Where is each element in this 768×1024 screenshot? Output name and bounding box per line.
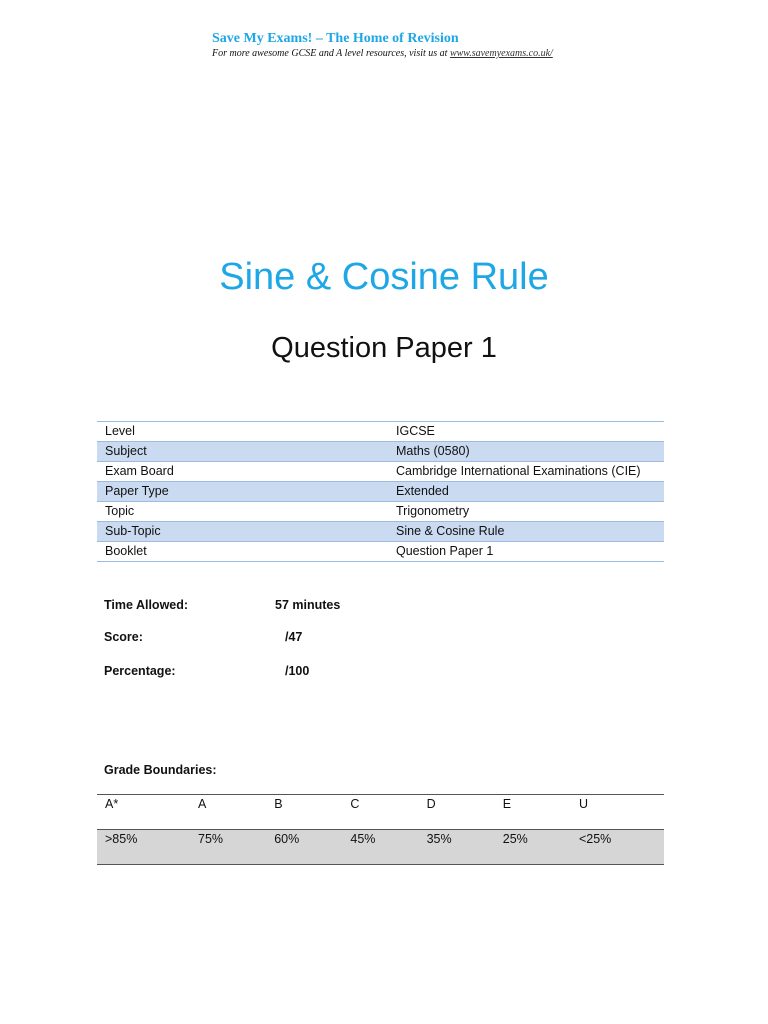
info-value: Maths (0580) [389, 442, 664, 462]
info-label: Subject [97, 442, 389, 462]
info-row [97, 462, 664, 482]
brand-tagline [212, 48, 632, 60]
page-title: Sine & Cosine Rule [219, 256, 549, 298]
score-value: /47 [285, 630, 303, 644]
info-label: Topic [97, 502, 389, 522]
info-label: Paper Type [97, 482, 389, 502]
grade-threshold: >85% [97, 830, 190, 865]
info-value: Trigonometry [389, 502, 664, 522]
grade-header-row [97, 795, 664, 830]
grade-label: U [571, 795, 664, 830]
info-label: Exam Board [97, 462, 389, 482]
info-table [97, 421, 664, 562]
grade-label: E [495, 795, 571, 830]
info-row [97, 442, 664, 462]
header-brand [212, 30, 632, 60]
time-allowed-label: Time Allowed: [104, 598, 189, 612]
info-row [97, 482, 664, 502]
tagline-text: For more awesome GCSE and A level resources, visit us at [212, 48, 448, 59]
info-value: Cambridge International Examinations (CIE) [389, 462, 664, 482]
info-value: IGCSE [389, 422, 664, 442]
info-row [97, 522, 664, 542]
percentage-value: /100 [285, 664, 310, 678]
grade-label: A [190, 795, 266, 830]
info-row [97, 422, 664, 442]
info-value: Extended [389, 482, 664, 502]
grade-threshold: 35% [419, 830, 495, 865]
grade-label: C [342, 795, 418, 830]
grade-threshold: 60% [266, 830, 342, 865]
brand-title: Save My Exams! – The Home of Revision [212, 31, 459, 46]
info-value: Sine & Cosine Rule [389, 522, 664, 542]
time-allowed-value: 57 minutes [275, 598, 341, 612]
info-row [97, 542, 664, 562]
info-value: Question Paper 1 [389, 542, 664, 562]
grade-label: A* [97, 795, 190, 830]
grade-threshold: 25% [495, 830, 571, 865]
grade-boundaries-table [97, 794, 664, 865]
grade-threshold: 45% [342, 830, 418, 865]
grade-label: B [266, 795, 342, 830]
grade-label: D [419, 795, 495, 830]
score-label: Score: [104, 630, 143, 644]
percentage-label: Percentage: [104, 664, 176, 678]
grade-threshold: 75% [190, 830, 266, 865]
grade-threshold: <25% [571, 830, 664, 865]
info-label: Level [97, 422, 389, 442]
page-subtitle: Question Paper 1 [271, 332, 497, 364]
info-label: Sub-Topic [97, 522, 389, 542]
website-link[interactable]: www.savemyexams.co.uk/ [449, 48, 553, 59]
info-row [97, 502, 664, 522]
info-label: Booklet [97, 542, 389, 562]
grade-threshold-row [97, 830, 664, 865]
grade-boundaries-title: Grade Boundaries: [104, 763, 217, 777]
